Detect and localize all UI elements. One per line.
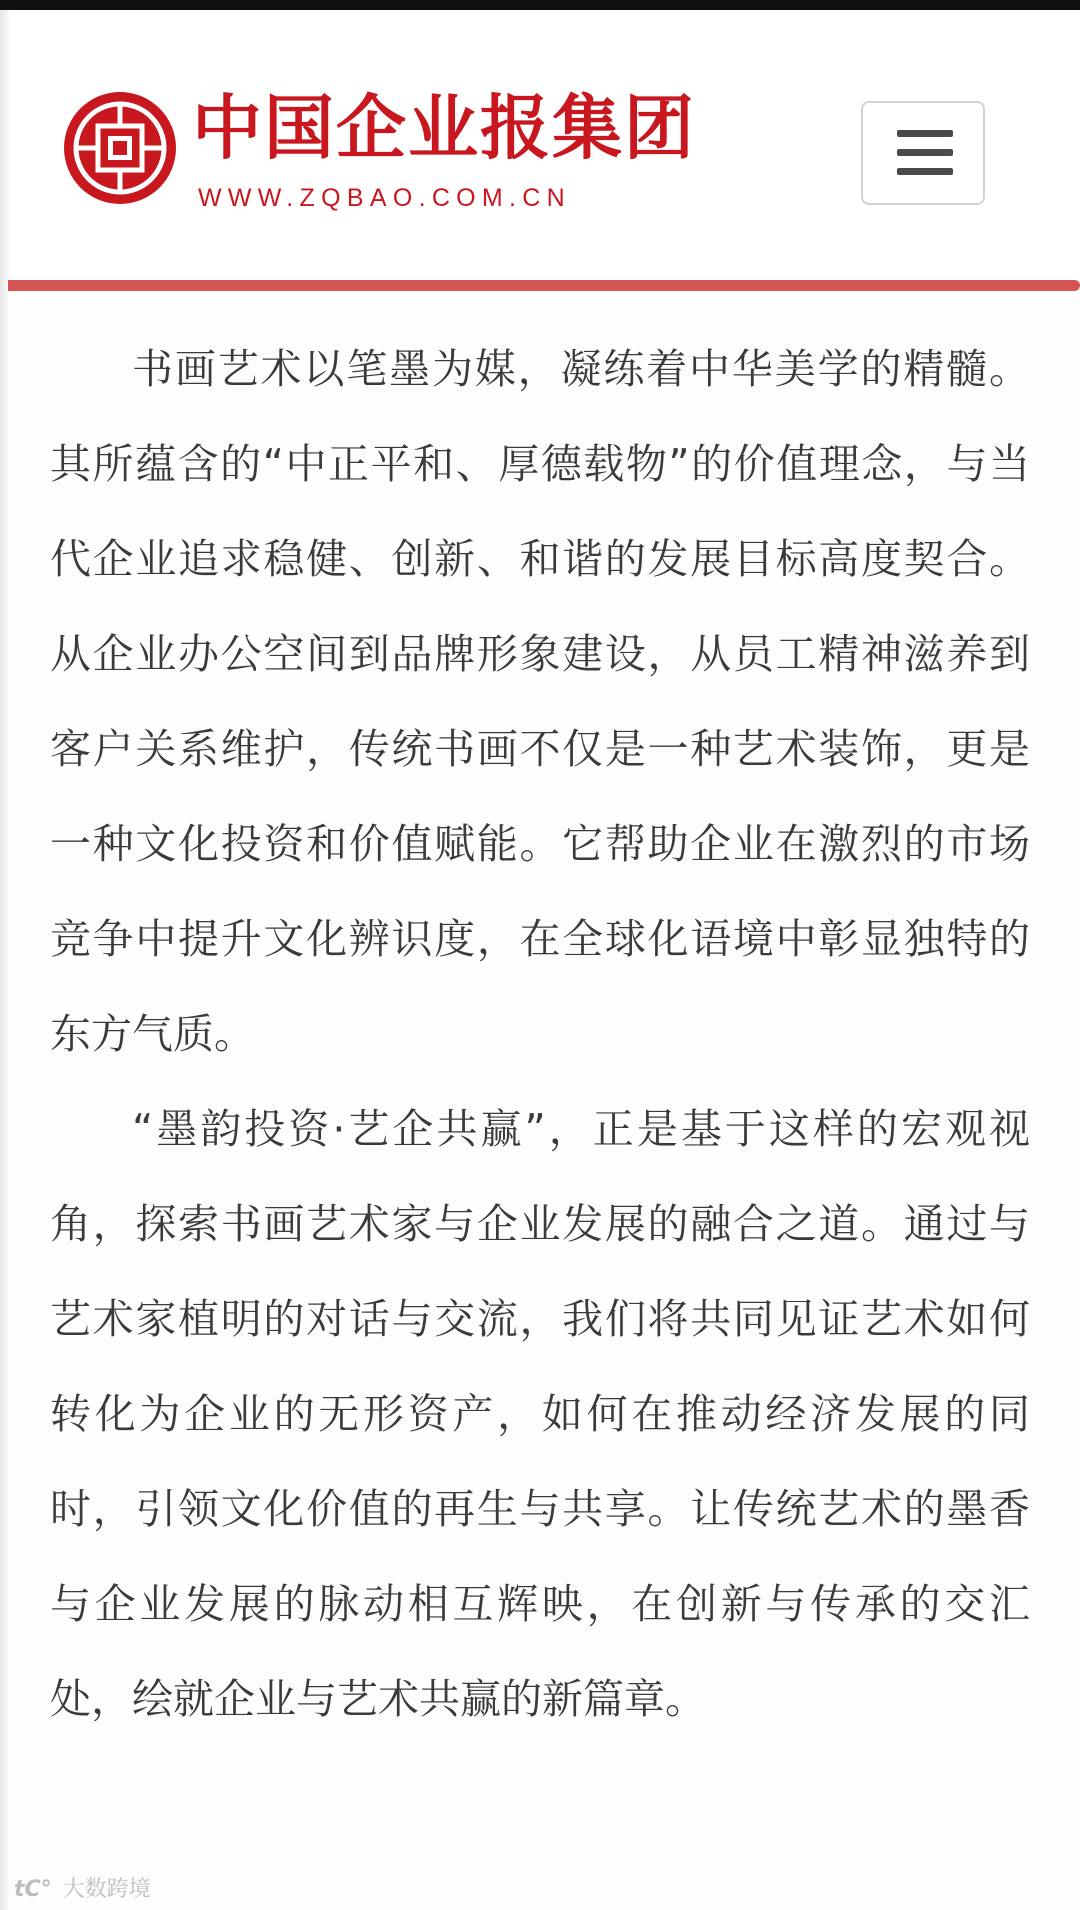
hamburger-menu-icon: [897, 130, 953, 137]
status-bar-strip: [0, 0, 1080, 10]
menu-button[interactable]: [861, 101, 985, 205]
article-paragraph: “墨韵投资·艺企共赢”，正是基于这样的宏观视角，探索书画艺术家与企业发展的融合之道。通过与艺术家植明的对话与交流，我们将共同见证艺术如何转化为企业的无形资产，如何在推动经济发展的同时，引领文化价值的再生与共享。让传统艺术的墨香与企业发展的脉动相互辉映，在创新与传承的交汇处，绘就企业与艺术共赢的新篇章。: [50, 1105, 1030, 1723]
coin-emblem-icon: [62, 90, 178, 206]
page-edge-shadow: [0, 10, 10, 1910]
watermark-text: 大数跨境: [62, 1877, 151, 1902]
hamburger-menu-icon: [897, 149, 953, 156]
brand-url: WWW.ZQBAO.COM.CN: [198, 184, 571, 212]
hamburger-menu-icon: [897, 168, 953, 175]
article-body: [50, 322, 1030, 1747]
watermark-logo: tC°: [14, 1877, 52, 1902]
site-header: [10, 10, 1080, 282]
brand-name: 中国企业报集团: [192, 86, 696, 169]
header-divider: [8, 280, 1080, 291]
site-logo-link[interactable]: [62, 86, 696, 226]
watermark: [14, 1872, 151, 1903]
article-paragraph: 书画艺术以笔墨为媒，凝练着中华美学的精髓。其所蕴含的“中正平和、厚德载物”的价值理念，与当代企业追求稳健、创新、和谐的发展目标高度契合。从企业办公空间到品牌形象建设，从员工精神滋养到客户关系维护，传统书画不仅是一种艺术装饰，更是一种文化投资和价值赋能。它帮助企业在激烈的市场竞争中提升文化辨识度，在全球化语境中彰显独特的东方气质。: [50, 345, 1030, 1058]
